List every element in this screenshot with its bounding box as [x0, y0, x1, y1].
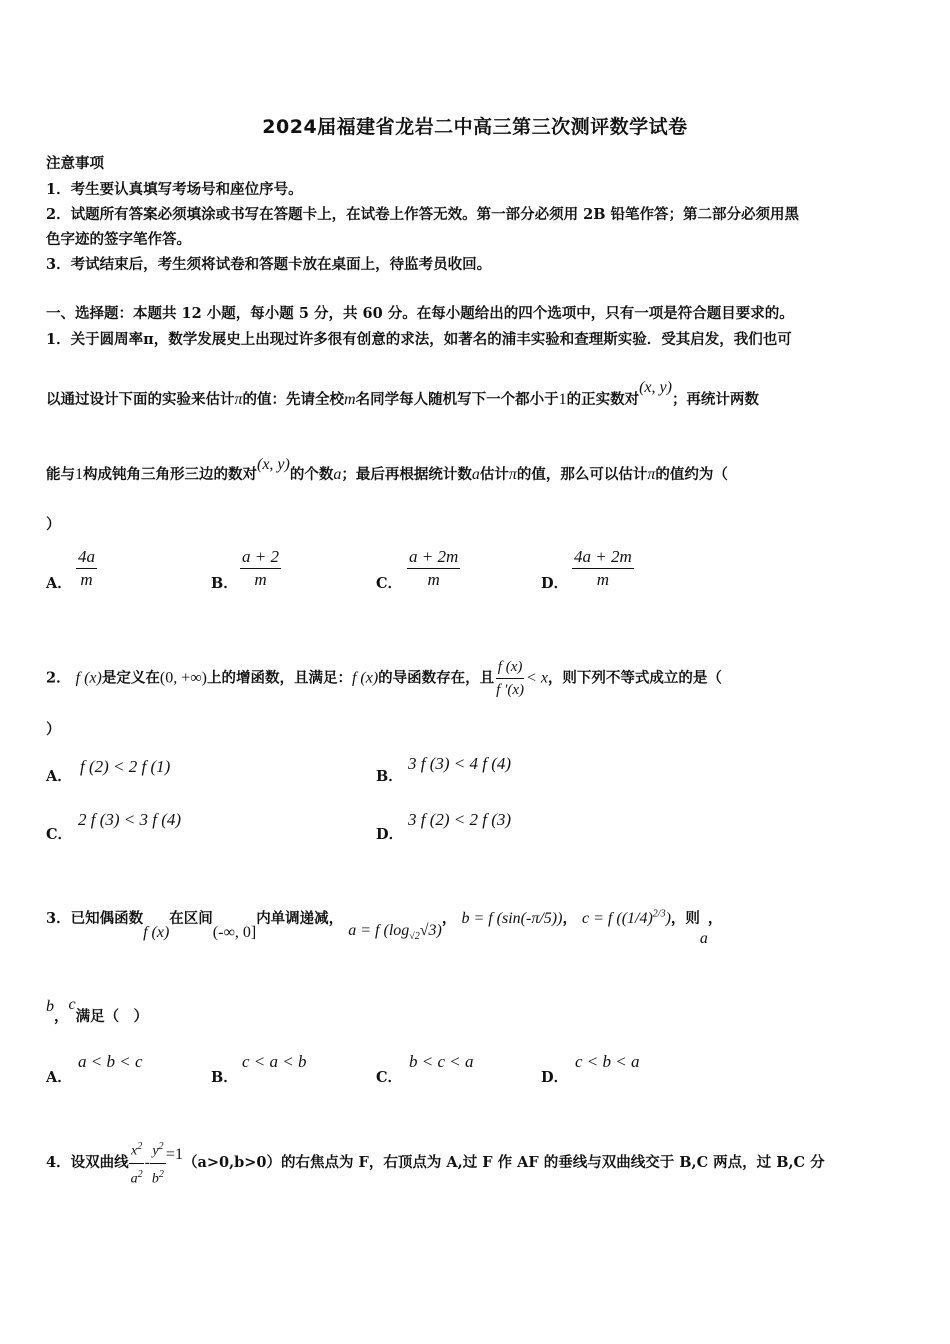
pi-symbol: π [508, 466, 517, 483]
q3-option-c-label[interactable]: C． [376, 1069, 403, 1086]
notice-item-1: 1．考生要认真填写考场号和座位序号。 [46, 181, 303, 198]
fx-symbol: f (x) [75, 669, 102, 687]
m-symbol: m [344, 391, 356, 408]
y2-over-b2: $\frac{y^2}{b^2}$ [150, 1136, 166, 1190]
q1-text: 的正实数对 [566, 391, 640, 408]
q1-option-a-label[interactable]: A． [46, 575, 72, 592]
interval-symbol: (0, +∞) [159, 669, 207, 687]
equals-one: =1 [165, 1146, 183, 1164]
q2-option-b-label[interactable]: B． [376, 768, 403, 785]
a-symbol: a [471, 466, 480, 483]
q2-text: 是定义在 [101, 669, 160, 687]
q1-text: 的值约为（ [655, 466, 728, 483]
fx-symbol: f (x) [143, 924, 170, 941]
fx-symbol: f (x) [351, 669, 379, 687]
q3-text: 满足（ ） [75, 1008, 149, 1025]
pi-symbol: π [234, 391, 243, 408]
notice-item-2: 2．试题所有答案必须填涂或书写在答题卡上，在试卷上作答无效。第一部分必须用 2B 铅笔作答；第二部分必须用黑 [46, 206, 800, 223]
a-symbol: a [699, 930, 708, 947]
q1-text: 能与 [46, 466, 75, 483]
q3-text: 3．已知偶函数 [46, 910, 144, 927]
q1-close: ） [46, 516, 61, 533]
section-heading: 一、选择题：本题共 12 小题，每小题 5 分，共 60 分。在每小题给出的四个选项中，只有一项是符合题目要求的。 [46, 305, 794, 322]
q2-option-c[interactable]: 2 f (3) < 3 f (4) [78, 810, 182, 829]
q2-line-1 [46, 656, 722, 701]
q1-option-a[interactable]: $\frac{4a}{m}$ [78, 547, 95, 589]
q1-text: 的值：先请全校 [242, 391, 345, 408]
b-definition: b = f (sin(-π/5)) [461, 910, 563, 927]
q1-line-2 [46, 379, 759, 409]
q2-option-d-label[interactable]: D． [376, 826, 404, 843]
q3-option-a[interactable]: a < b < c [78, 1052, 143, 1071]
q1-option-b-label[interactable]: B． [211, 575, 238, 592]
q1-text: 构成钝角三角形三边的数对 [83, 466, 257, 483]
q3-text: ， [54, 1008, 69, 1025]
b-symbol: b [46, 998, 54, 1015]
q3-line-2 [46, 996, 149, 1026]
q1-option-d[interactable]: $\frac{4a + 2m}{m}$ [574, 547, 632, 589]
q1-text: 以通过设计下面的实验来估计 [46, 391, 235, 408]
q1-text: ；再统计两数 [671, 391, 759, 408]
q4-line-1 [46, 1136, 825, 1190]
q1-text: 的个数 [289, 466, 334, 483]
q2-text: 上的增函数，且满足： [206, 669, 352, 687]
q2-text: 的导函数存在，且 [378, 669, 495, 687]
q4-text: （a>0,b>0）的右焦点为 F，右顶点为 A,过 F 作 AF 的垂线与双曲线交于 B,C 两点，过 B,C 分 [182, 1154, 825, 1172]
q3-option-a-label[interactable]: A． [46, 1069, 72, 1086]
q2-fraction: $\frac{f (x)}{f '(x)}$ [494, 656, 526, 701]
exam-title: 2024届福建省龙岩二中高三第三次测评数学试卷 [262, 116, 688, 138]
q1-option-c-label[interactable]: C． [376, 575, 403, 592]
q3-option-b-label[interactable]: B． [211, 1069, 238, 1086]
q3-line-1: 3．已知偶函数f (x)在区间(-∞, 0]内单调递减， a = f $(\log_{√2}√3)$， b = f (sin(-π/5))， c = f $((1/4)^{2/3})$，则a， [46, 908, 723, 947]
q3-text: ， [707, 910, 723, 927]
q1-text: 名同学每人随机写下一个都小于 [355, 391, 559, 408]
notice-item-2-cont: 色字迹的签字笔作答。 [46, 231, 191, 248]
q2-option-b[interactable]: 3 f (3) < 4 f (4) [408, 754, 512, 773]
c-symbol: c [68, 996, 76, 1013]
minus-symbol: - [144, 1154, 150, 1172]
q1-text: ；最后再根据统计数 [341, 466, 472, 483]
q2-number: 2． [46, 669, 71, 687]
interval-symbol: (-∞, 0] [212, 924, 257, 941]
xy-symbol: (x, y) [257, 456, 290, 473]
notice-heading: 注意事项 [46, 155, 104, 172]
q1-option-b[interactable]: $\frac{a + 2}{m}$ [242, 547, 279, 589]
q3-option-b[interactable]: c < a < b [242, 1052, 307, 1071]
q2-option-c-label[interactable]: C． [46, 826, 73, 843]
q1-line-1: 1．关于圆周率π，数学发展史上出现过许多很有创意的求法，如著名的浦丰实验和查理斯实验．受其启发，我们也可 [46, 331, 792, 348]
q2-option-a[interactable]: f (2) < 2 f (1) [80, 757, 171, 776]
one-symbol: 1 [75, 466, 83, 483]
lt-x-symbol: < x [526, 669, 548, 687]
xy-symbol: (x, y) [639, 379, 672, 396]
q4-text: 4．设双曲线 [46, 1154, 129, 1172]
x2-over-a2: $\frac{x^2}{a^2}$ [129, 1136, 145, 1190]
q1-text: 估计 [479, 466, 509, 483]
q3-option-c[interactable]: b < c < a [409, 1052, 474, 1071]
q3-text: ，则 [670, 910, 700, 927]
q2-text: ，则下列不等式成立的是（ [547, 669, 722, 687]
a-symbol: a [333, 466, 342, 483]
q1-option-c[interactable]: $\frac{a + 2m}{m}$ [409, 547, 459, 589]
notice-item-3: 3．考试结束后，考生须将试卷和答题卡放在桌面上，待监考员收回。 [46, 256, 492, 273]
q3-option-d-label[interactable]: D． [541, 1069, 569, 1086]
q1-option-d-label[interactable]: D． [541, 575, 569, 592]
q1-text: 的值，那么可以估计 [516, 466, 648, 483]
q3-text: 内单调递减， [256, 910, 344, 927]
c-definition: c = f $((1/4)^{2/3})$ [582, 908, 671, 927]
q3-text: 在区间 [169, 910, 213, 927]
q1-line-3 [46, 456, 728, 484]
q2-option-a-label[interactable]: A． [46, 768, 72, 785]
q2-option-d[interactable]: 3 f (2) < 2 f (3) [408, 810, 512, 829]
q2-close: ） [46, 721, 61, 738]
pi-symbol: π [647, 466, 656, 483]
one-symbol: 1 [558, 391, 567, 408]
q3-option-d[interactable]: c < b < a [575, 1052, 640, 1071]
a-definition: a = f $(\log_{√2}√3)$ [348, 922, 442, 943]
